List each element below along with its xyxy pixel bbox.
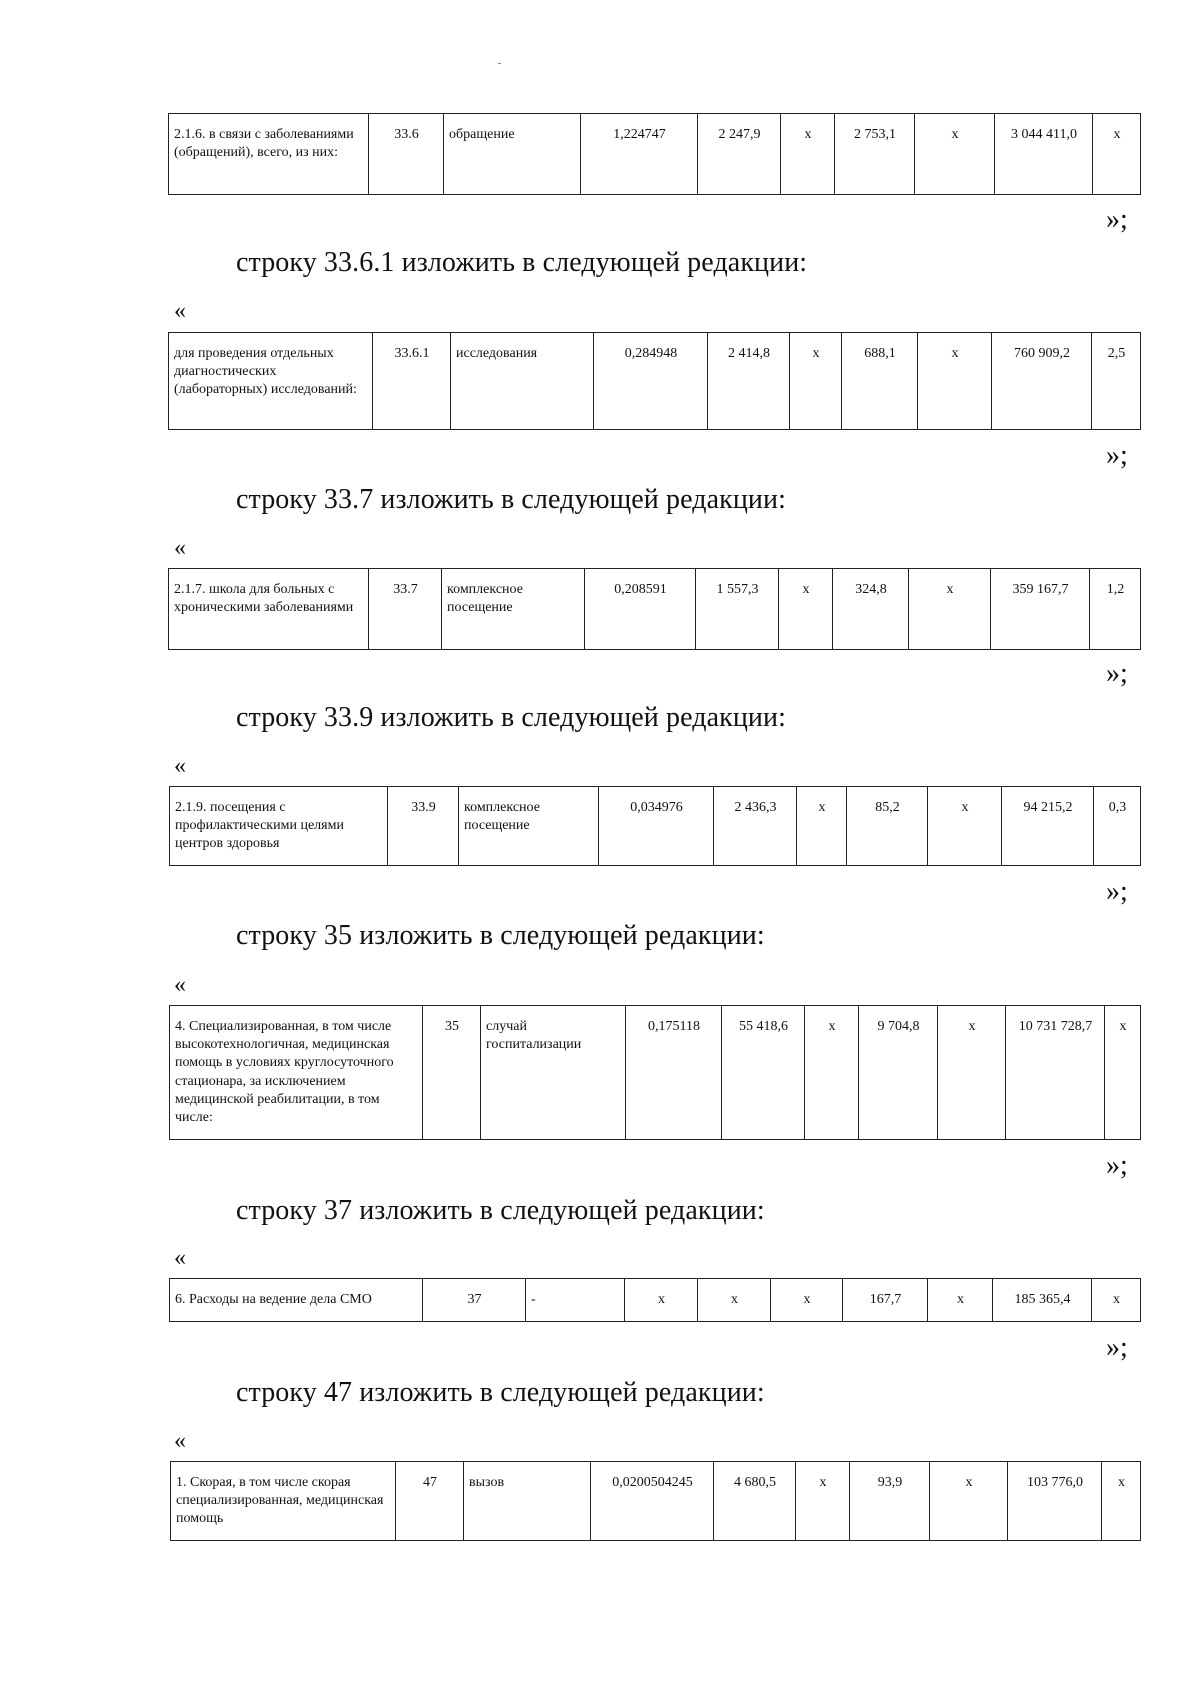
cell-value-4: х	[625, 1279, 698, 1322]
cell-value-5: 2 247,9	[698, 114, 781, 195]
cell-unit: исследования	[451, 333, 594, 430]
instruction-text: строку 33.9 изложить в следующей редакции:	[236, 702, 786, 733]
cell-name: 6. Расходы на ведение дела СМО	[170, 1279, 423, 1322]
instruction-text: строку 33.6.1 изложить в следующей редакции:	[236, 247, 808, 278]
closing-quote: »;	[1106, 876, 1128, 907]
table-row-47	[170, 1461, 1141, 1541]
cell-value-10: х	[1092, 1279, 1141, 1322]
cell-value-10: 0,3	[1094, 787, 1141, 866]
cell-value-6: х	[779, 569, 833, 650]
cell-value-5: 1 557,3	[696, 569, 779, 650]
cell-value-6: х	[797, 787, 847, 866]
table-row-33-7	[168, 568, 1141, 650]
cell-row-number: 33.6	[369, 114, 444, 195]
cell-unit: комплексное посещение	[442, 569, 585, 650]
cell-value-8: х	[909, 569, 991, 650]
cell-row-number: 33.7	[369, 569, 442, 650]
cell-value-10: х	[1102, 1462, 1141, 1541]
cell-value-10: 2,5	[1092, 333, 1141, 430]
closing-quote: »;	[1106, 1150, 1128, 1181]
cell-value-7: 688,1	[842, 333, 918, 430]
opening-quote: «	[174, 535, 186, 561]
opening-quote: «	[174, 298, 186, 324]
cell-value-9: 94 215,2	[1002, 787, 1094, 866]
closing-quote: »;	[1106, 204, 1128, 235]
cell-value-6: х	[796, 1462, 850, 1541]
cell-name: 2.1.9. посещения с профилактическими целями центров здоровья	[170, 787, 388, 866]
cell-row-number: 37	[423, 1279, 526, 1322]
cell-value-6: х	[781, 114, 835, 195]
cell-row-number: 33.6.1	[373, 333, 451, 430]
cell-value-10: х	[1093, 114, 1141, 195]
instruction-text: строку 33.7 изложить в следующей редакции:	[236, 484, 786, 515]
table-row-33-6-1	[168, 332, 1141, 430]
table-row-37	[169, 1278, 1141, 1322]
table-row-33-9	[169, 786, 1141, 866]
cell-name: 1. Скорая, в том числе скорая специализированная, медицинская помощь	[171, 1462, 396, 1541]
cell-value-5: 2 414,8	[708, 333, 790, 430]
opening-quote: «	[174, 1245, 186, 1271]
instruction-text: строку 37 изложить в следующей редакции:	[236, 1195, 765, 1226]
cell-row-number: 47	[396, 1462, 464, 1541]
cell-unit: случай госпитализации	[481, 1006, 626, 1140]
table-row-35	[169, 1005, 1141, 1140]
cell-value-8: х	[938, 1006, 1006, 1140]
cell-value-8: х	[915, 114, 995, 195]
cell-value-10: 1,2	[1090, 569, 1141, 650]
table-row-33-6	[168, 113, 1141, 195]
cell-value-5: х	[698, 1279, 771, 1322]
cell-value-7: 167,7	[843, 1279, 928, 1322]
instruction-text: строку 35 изложить в следующей редакции:	[236, 920, 765, 951]
cell-value-9: 10 731 728,7	[1006, 1006, 1105, 1140]
cell-value-6: х	[790, 333, 842, 430]
cell-name: 2.1.6. в связи с заболеваниями (обращений), всего, из них:	[169, 114, 369, 195]
cell-value-7: 93,9	[850, 1462, 930, 1541]
opening-quote: «	[174, 972, 186, 998]
cell-value-9: 103 776,0	[1008, 1462, 1102, 1541]
cell-value-4: 0,208591	[585, 569, 696, 650]
cell-name: 4. Специализированная, в том числе высокотехнологичная, медицинская помощь в условиях круглосуточного стационара, за исключением медицинской реабилитации, в том числе:	[170, 1006, 423, 1140]
cell-value-8: х	[930, 1462, 1008, 1541]
opening-quote: «	[174, 1428, 186, 1454]
cell-name: для проведения отдельных диагностических (лабораторных) исследований:	[169, 333, 373, 430]
closing-quote: »;	[1106, 440, 1128, 471]
cell-value-4: 1,224747	[581, 114, 698, 195]
cell-value-8: х	[928, 787, 1002, 866]
closing-quote: »;	[1106, 658, 1128, 689]
cell-value-4: 0,0200504245	[591, 1462, 714, 1541]
cell-value-10: х	[1105, 1006, 1141, 1140]
instruction-text: строку 47 изложить в следующей редакции:	[236, 1377, 765, 1408]
cell-value-5: 4 680,5	[714, 1462, 796, 1541]
cell-value-9: 3 044 411,0	[995, 114, 1093, 195]
cell-row-number: 35	[423, 1006, 481, 1140]
cell-value-4: 0,175118	[626, 1006, 722, 1140]
cell-unit: комплексное посещение	[459, 787, 599, 866]
cell-name: 2.1.7. школа для больных с хроническими заболеваниями	[169, 569, 369, 650]
cell-value-5: 2 436,3	[714, 787, 797, 866]
cell-value-4: 0,034976	[599, 787, 714, 866]
opening-quote: «	[174, 753, 186, 779]
cell-value-8: х	[928, 1279, 993, 1322]
scan-speck	[498, 63, 501, 64]
cell-value-7: 324,8	[833, 569, 909, 650]
cell-unit: -	[526, 1279, 625, 1322]
cell-value-7: 85,2	[847, 787, 928, 866]
cell-value-6: х	[771, 1279, 843, 1322]
cell-value-9: 359 167,7	[991, 569, 1090, 650]
cell-value-7: 2 753,1	[835, 114, 915, 195]
closing-quote: »;	[1106, 1332, 1128, 1363]
cell-value-8: х	[918, 333, 992, 430]
cell-unit: вызов	[464, 1462, 591, 1541]
cell-value-9: 760 909,2	[992, 333, 1092, 430]
cell-unit: обращение	[444, 114, 581, 195]
cell-value-6: х	[805, 1006, 859, 1140]
cell-value-7: 9 704,8	[859, 1006, 938, 1140]
cell-value-5: 55 418,6	[722, 1006, 805, 1140]
cell-value-4: 0,284948	[594, 333, 708, 430]
cell-value-9: 185 365,4	[993, 1279, 1092, 1322]
cell-row-number: 33.9	[388, 787, 459, 866]
